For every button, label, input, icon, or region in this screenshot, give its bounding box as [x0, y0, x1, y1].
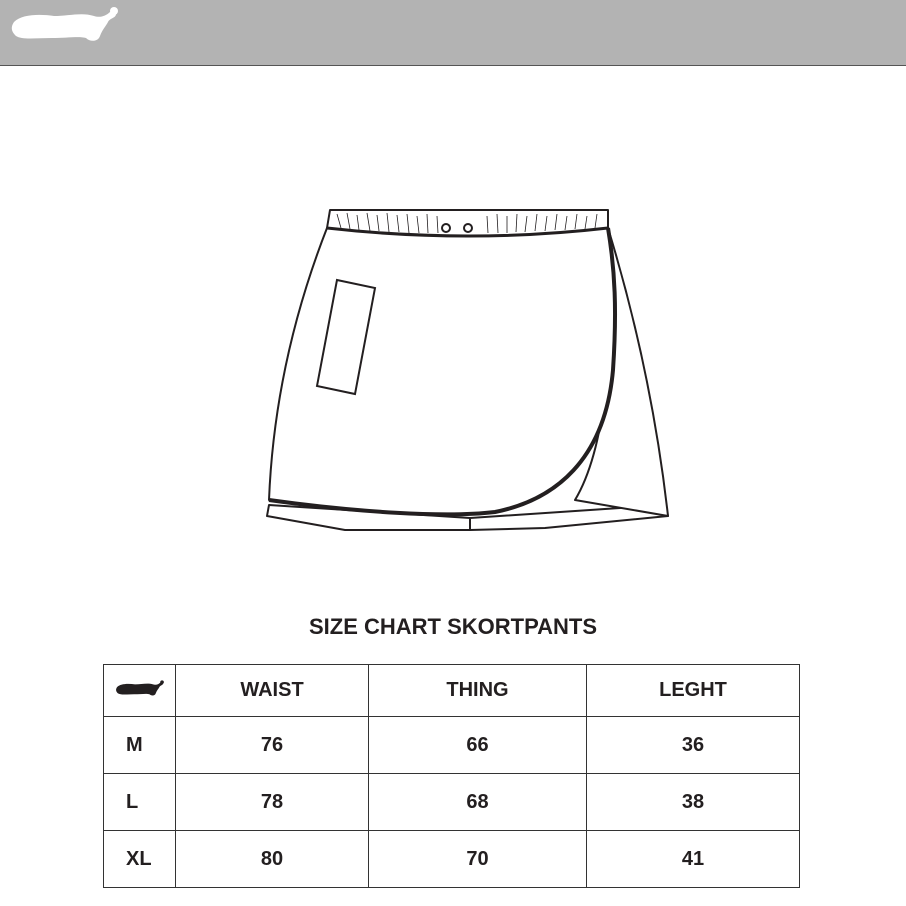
leght-value: 41: [587, 831, 800, 888]
waist-value: 80: [176, 831, 369, 888]
thing-value: 66: [369, 717, 587, 774]
waist-value: 78: [176, 774, 369, 831]
table-row: [104, 831, 800, 888]
skort-illustration: [255, 200, 675, 540]
column-header-leght: LEGHT: [587, 665, 800, 717]
size-chart-table: [103, 664, 800, 888]
brand-logo-cell: [104, 665, 176, 717]
column-header-waist: WAIST: [176, 665, 369, 717]
size-chart-title: SIZE CHART SKORTPANTS: [308, 614, 598, 639]
table-header-row: [104, 665, 800, 717]
header-bar: [0, 0, 906, 66]
leght-value: 38: [587, 774, 800, 831]
size-label: M: [104, 717, 176, 774]
table-row: [104, 717, 800, 774]
table-row: [104, 774, 800, 831]
column-header-thing: THING: [369, 665, 587, 717]
thing-value: 68: [369, 774, 587, 831]
size-label: L: [104, 774, 176, 831]
brand-logo: [10, 4, 120, 44]
size-label: XL: [104, 831, 176, 888]
waist-value: 76: [176, 717, 369, 774]
brand-logo-small: [114, 679, 166, 697]
leght-value: 36: [587, 717, 800, 774]
thing-value: 70: [369, 831, 587, 888]
